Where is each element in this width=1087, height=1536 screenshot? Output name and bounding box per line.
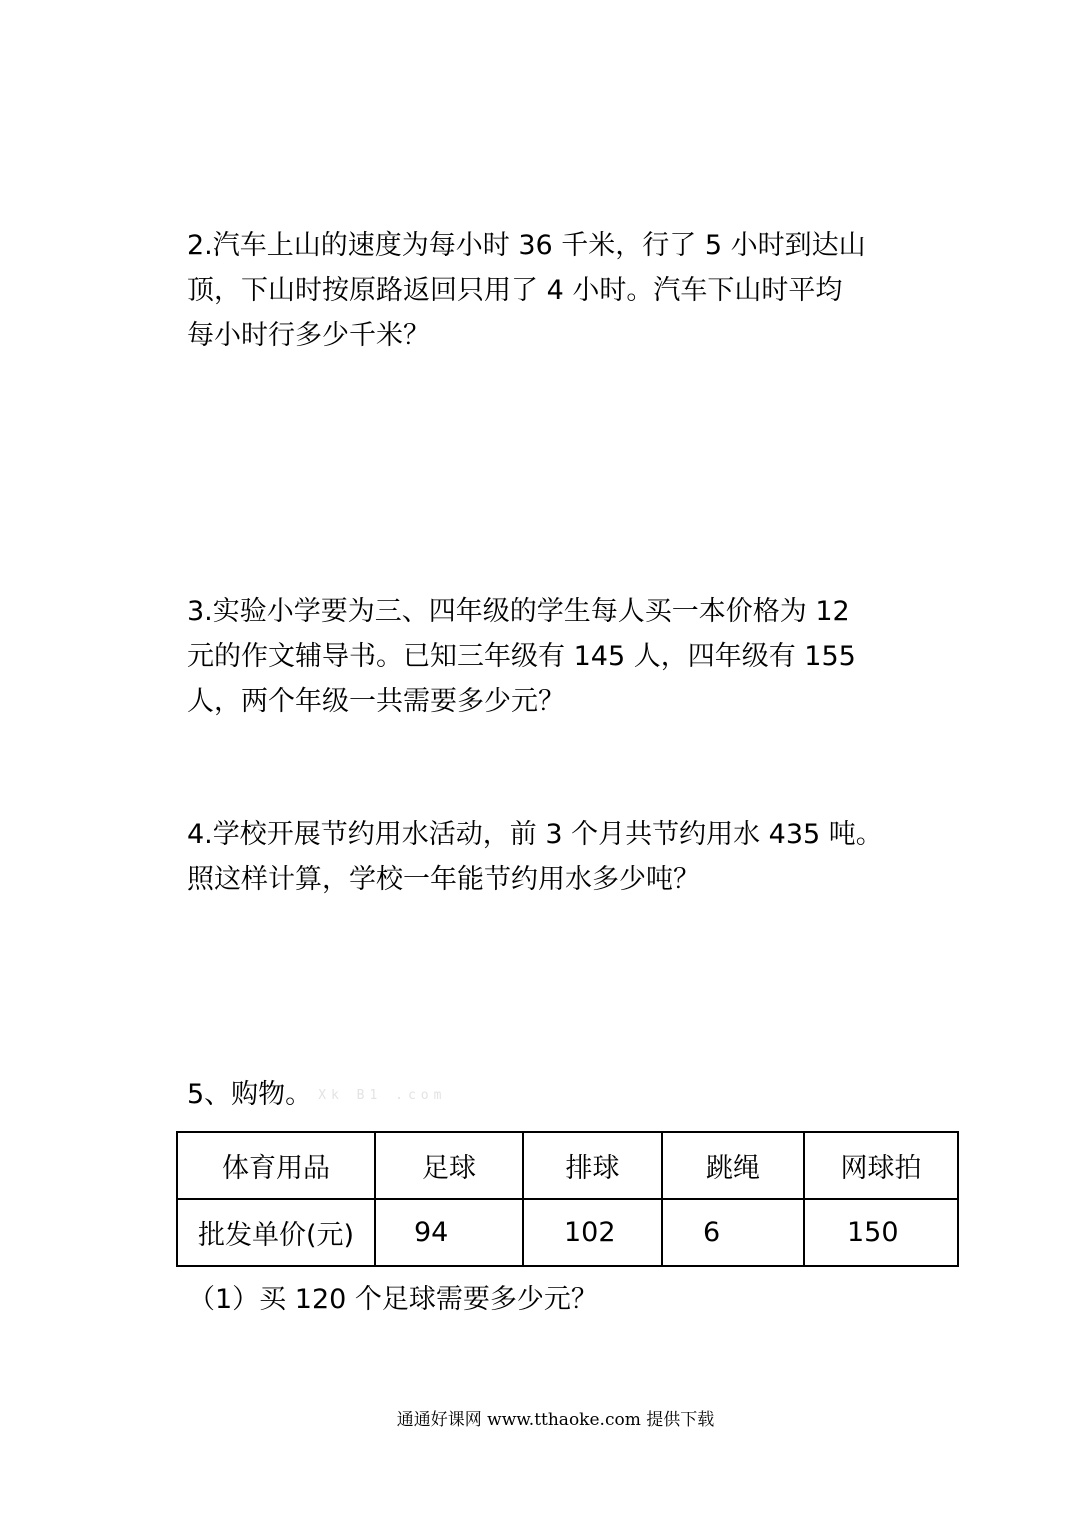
problem-2-line-1: 2.汽车上山的速度为每小时 36 千米，行了 5 小时到达山 (187, 230, 866, 261)
problem-4-line-1: 4.学校开展节约用水活动，前 3 个月共节约用水 435 吨。 (187, 819, 883, 850)
table-row-label: 批发单价(元) (177, 1199, 375, 1266)
table-cell: 94 (375, 1199, 523, 1266)
table-header-cell: 排球 (523, 1132, 662, 1199)
problem-3-line-3: 人，两个年级一共需要多少元？ (187, 686, 565, 717)
problem-4 (187, 812, 917, 902)
problem-5-title-text: 5、购物。 (187, 1079, 313, 1110)
table-header-cell: 跳绳 (662, 1132, 804, 1199)
page-footer: 通通好课网 www.tthaoke.com 提供下载 (396, 1410, 715, 1430)
problem-5-title (187, 1072, 446, 1118)
problem-3-line-2: 元的作文辅导书。已知三年级有 145 人，四年级有 155 (187, 641, 856, 672)
table-header-cell: 体育用品 (177, 1132, 375, 1199)
table-cell: 102 (523, 1199, 662, 1266)
watermark-text: Xk B1 .com (318, 1088, 447, 1103)
problem-2-line-3: 每小时行多少千米？ (187, 320, 430, 351)
problem-2-line-2: 顶，下山时按原路返回只用了 4 小时。汽车下山时平均 (187, 275, 843, 306)
table-cell: 150 (804, 1199, 958, 1266)
problem-3 (187, 589, 917, 724)
problem-2 (187, 223, 917, 358)
table-header-row (177, 1132, 958, 1199)
table-row (177, 1199, 958, 1266)
table-header-cell: 足球 (375, 1132, 523, 1199)
problem-3-line-1: 3.实验小学要为三、四年级的学生每人买一本价格为 12 (187, 596, 850, 627)
table-header-cell: 网球拍 (804, 1132, 958, 1199)
problem-5-question-1: （1）买 120 个足球需要多少元？ (188, 1284, 598, 1315)
price-table (176, 1131, 959, 1267)
problem-4-line-2: 照这样计算，学校一年能节约用水多少吨？ (187, 864, 700, 895)
table-cell: 6 (662, 1199, 804, 1266)
